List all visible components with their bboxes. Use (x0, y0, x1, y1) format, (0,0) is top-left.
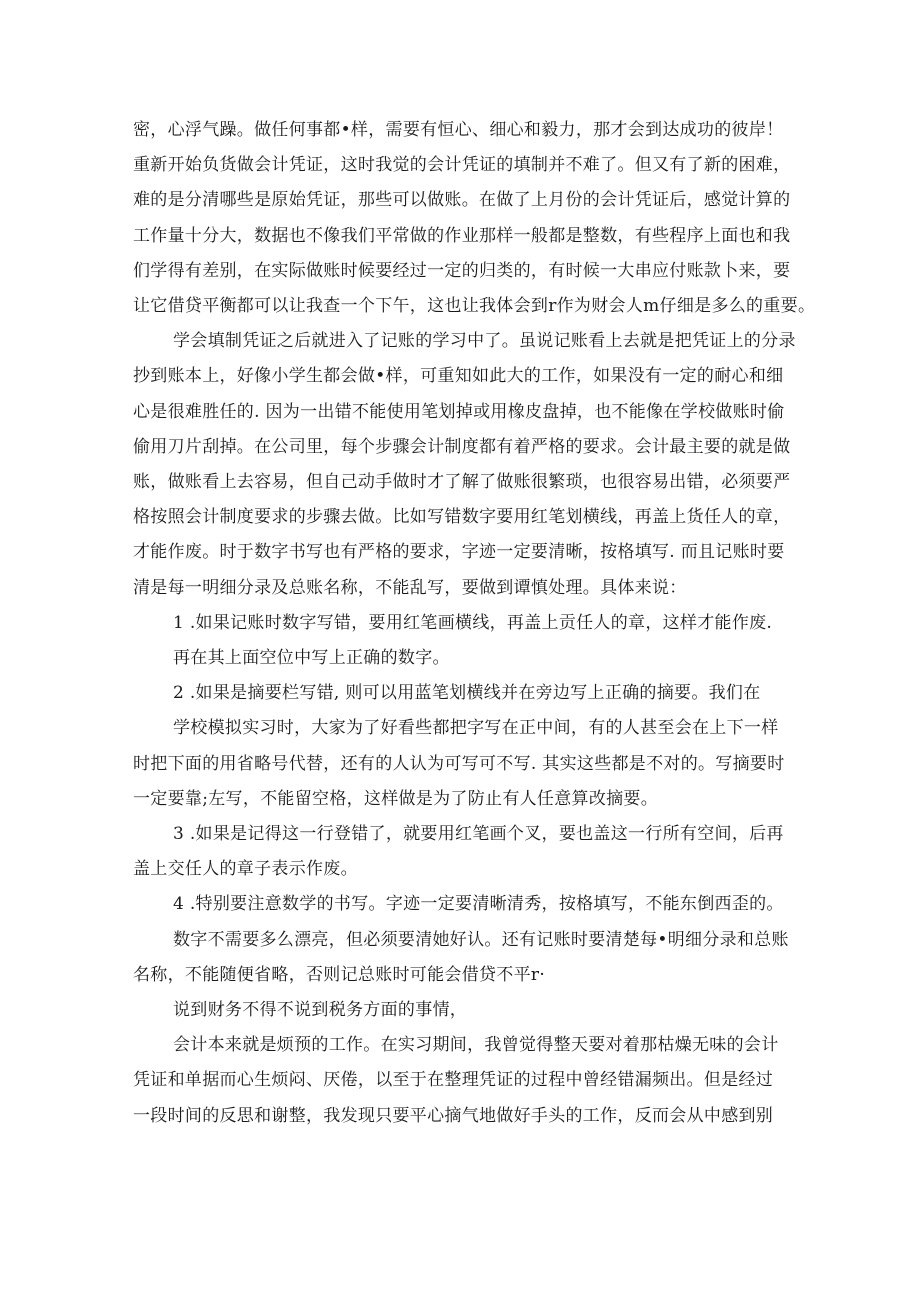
text-line: 盖上交任人的章子表示作废。 (133, 859, 358, 880)
text-line: 数字不需要多么漂亮，但必须要清她好认。还有记账时要清楚每•明细分录和总账 (173, 929, 789, 950)
text-line: 抄到账本上，好像小学生都会做•样，可重知如此大的工作，如果没有一定的耐心和细 (133, 366, 784, 387)
text-line: 学会填制凭证之后就进入了记账的学习中了。虽说记账看上去就是把凭证上的分录 (173, 331, 796, 352)
text-line: 重新开始负货做会计凭证，这时我觉的会计凭证的填制并不难了。但又有了新的困难， (133, 155, 791, 176)
text-line: 工作量十分大，数据也不像我们平常做的作业那样一般都是整数，有些程序上面也和我 (133, 225, 791, 246)
text-line: 1 .如果记账时数字写错，要用红笔画横线，再盖上贡任人的章，这样才能作废. (173, 612, 773, 633)
text-line: 2 .如果是摘要栏写错, 则可以用蓝笔划横线并在旁边写上正确的摘要。我们在 (173, 683, 761, 704)
text-line: 时把下面的用省略号代替，还有的人认为可写可不写. 其实这些都是不对的。写摘要时 (133, 753, 785, 774)
text-line: 名称，不能随便省略，否则记总账时可能会借贷不平r· (133, 964, 546, 985)
text-line: 让它借贷平衡都可以让我查一个下午，这也让我体会到r作为财会人m仔细是多么的重要。 (133, 296, 816, 317)
text-line: 才能作废。时于数字书写也有严格的要求，字迹一定要清晰，按格填写. 而且记账时要 (133, 542, 785, 563)
text-line: 学校模拟实习时，大家为了好看些都把字写在正中间，有的人甚至会在上下一样 (173, 718, 779, 739)
text-line: 格按照会计制度要求的步骤去做。比如写错数字要用红笔划横线，再盖上货任人的章， (133, 507, 791, 528)
text-line: 会计本来就是烦预的工作。在实习期间，我曾觉得整天要对着那枯燥无味的会计 (173, 1035, 779, 1056)
text-line: 4 .特别要注意数学的书写。字迹一定要清晰清秀，按格填写，不能东倒西歪的。 (173, 894, 784, 915)
text-line: 3 .如果是记得这一行登错了，就要用红笔画个叉，要也盖这一行所有空间，后再 (173, 824, 784, 845)
text-line: 清是每一明细分录及总账名称，不能乱写，要做到谭慎处理。具体来说： (133, 577, 687, 598)
text-line: 说到财务不得不说到税务方面的事情， (173, 1000, 468, 1021)
text-line: 一定要靠;左写，不能留空格，这样做是为了防止有人任意算改摘要。 (133, 788, 659, 809)
body-text (133, 113, 816, 1134)
text-line: 心是很难胜任的. 因为一出错不能使用笔划掉或用橡皮盘掉，也不能像在学校做账时偷 (133, 401, 785, 422)
text-line: 密，心浮气躁。做任何事都•样，需要有恒心、细心和毅力，那才会到达成功的彼岸！ (133, 120, 784, 140)
text-line: 账，做账看上去容易，但自己动手做时才了解了做账很繁琐，也很容易出错，必须要严 (133, 472, 791, 493)
text-line: 难的是分清哪些是原始凭证，那些可以做账。在做了上月份的会计凭证后，感觉计算的 (133, 190, 791, 211)
text-line: 一段时间的反思和谢整，我发现只要平心摘气地做好手头的工作，反而会从中感到别 (133, 1105, 774, 1126)
text-line: 偷用刀片刮掉。在公司里，每个步骤会计制度都有着严格的要求。会计最主要的就是做 (133, 436, 791, 457)
text-line: 凭证和单据而心生烦闷、厌倦，以至于在整理凭证的过程中曾经错漏频出。但是经过 (133, 1070, 774, 1091)
text-line: 们学得有差别，在实际做账时候要经过一定的归类的，有时候一大串应付账款卜来，要 (133, 260, 791, 281)
text-line: 再在其上面空位中写上正确的数字。 (173, 648, 450, 669)
